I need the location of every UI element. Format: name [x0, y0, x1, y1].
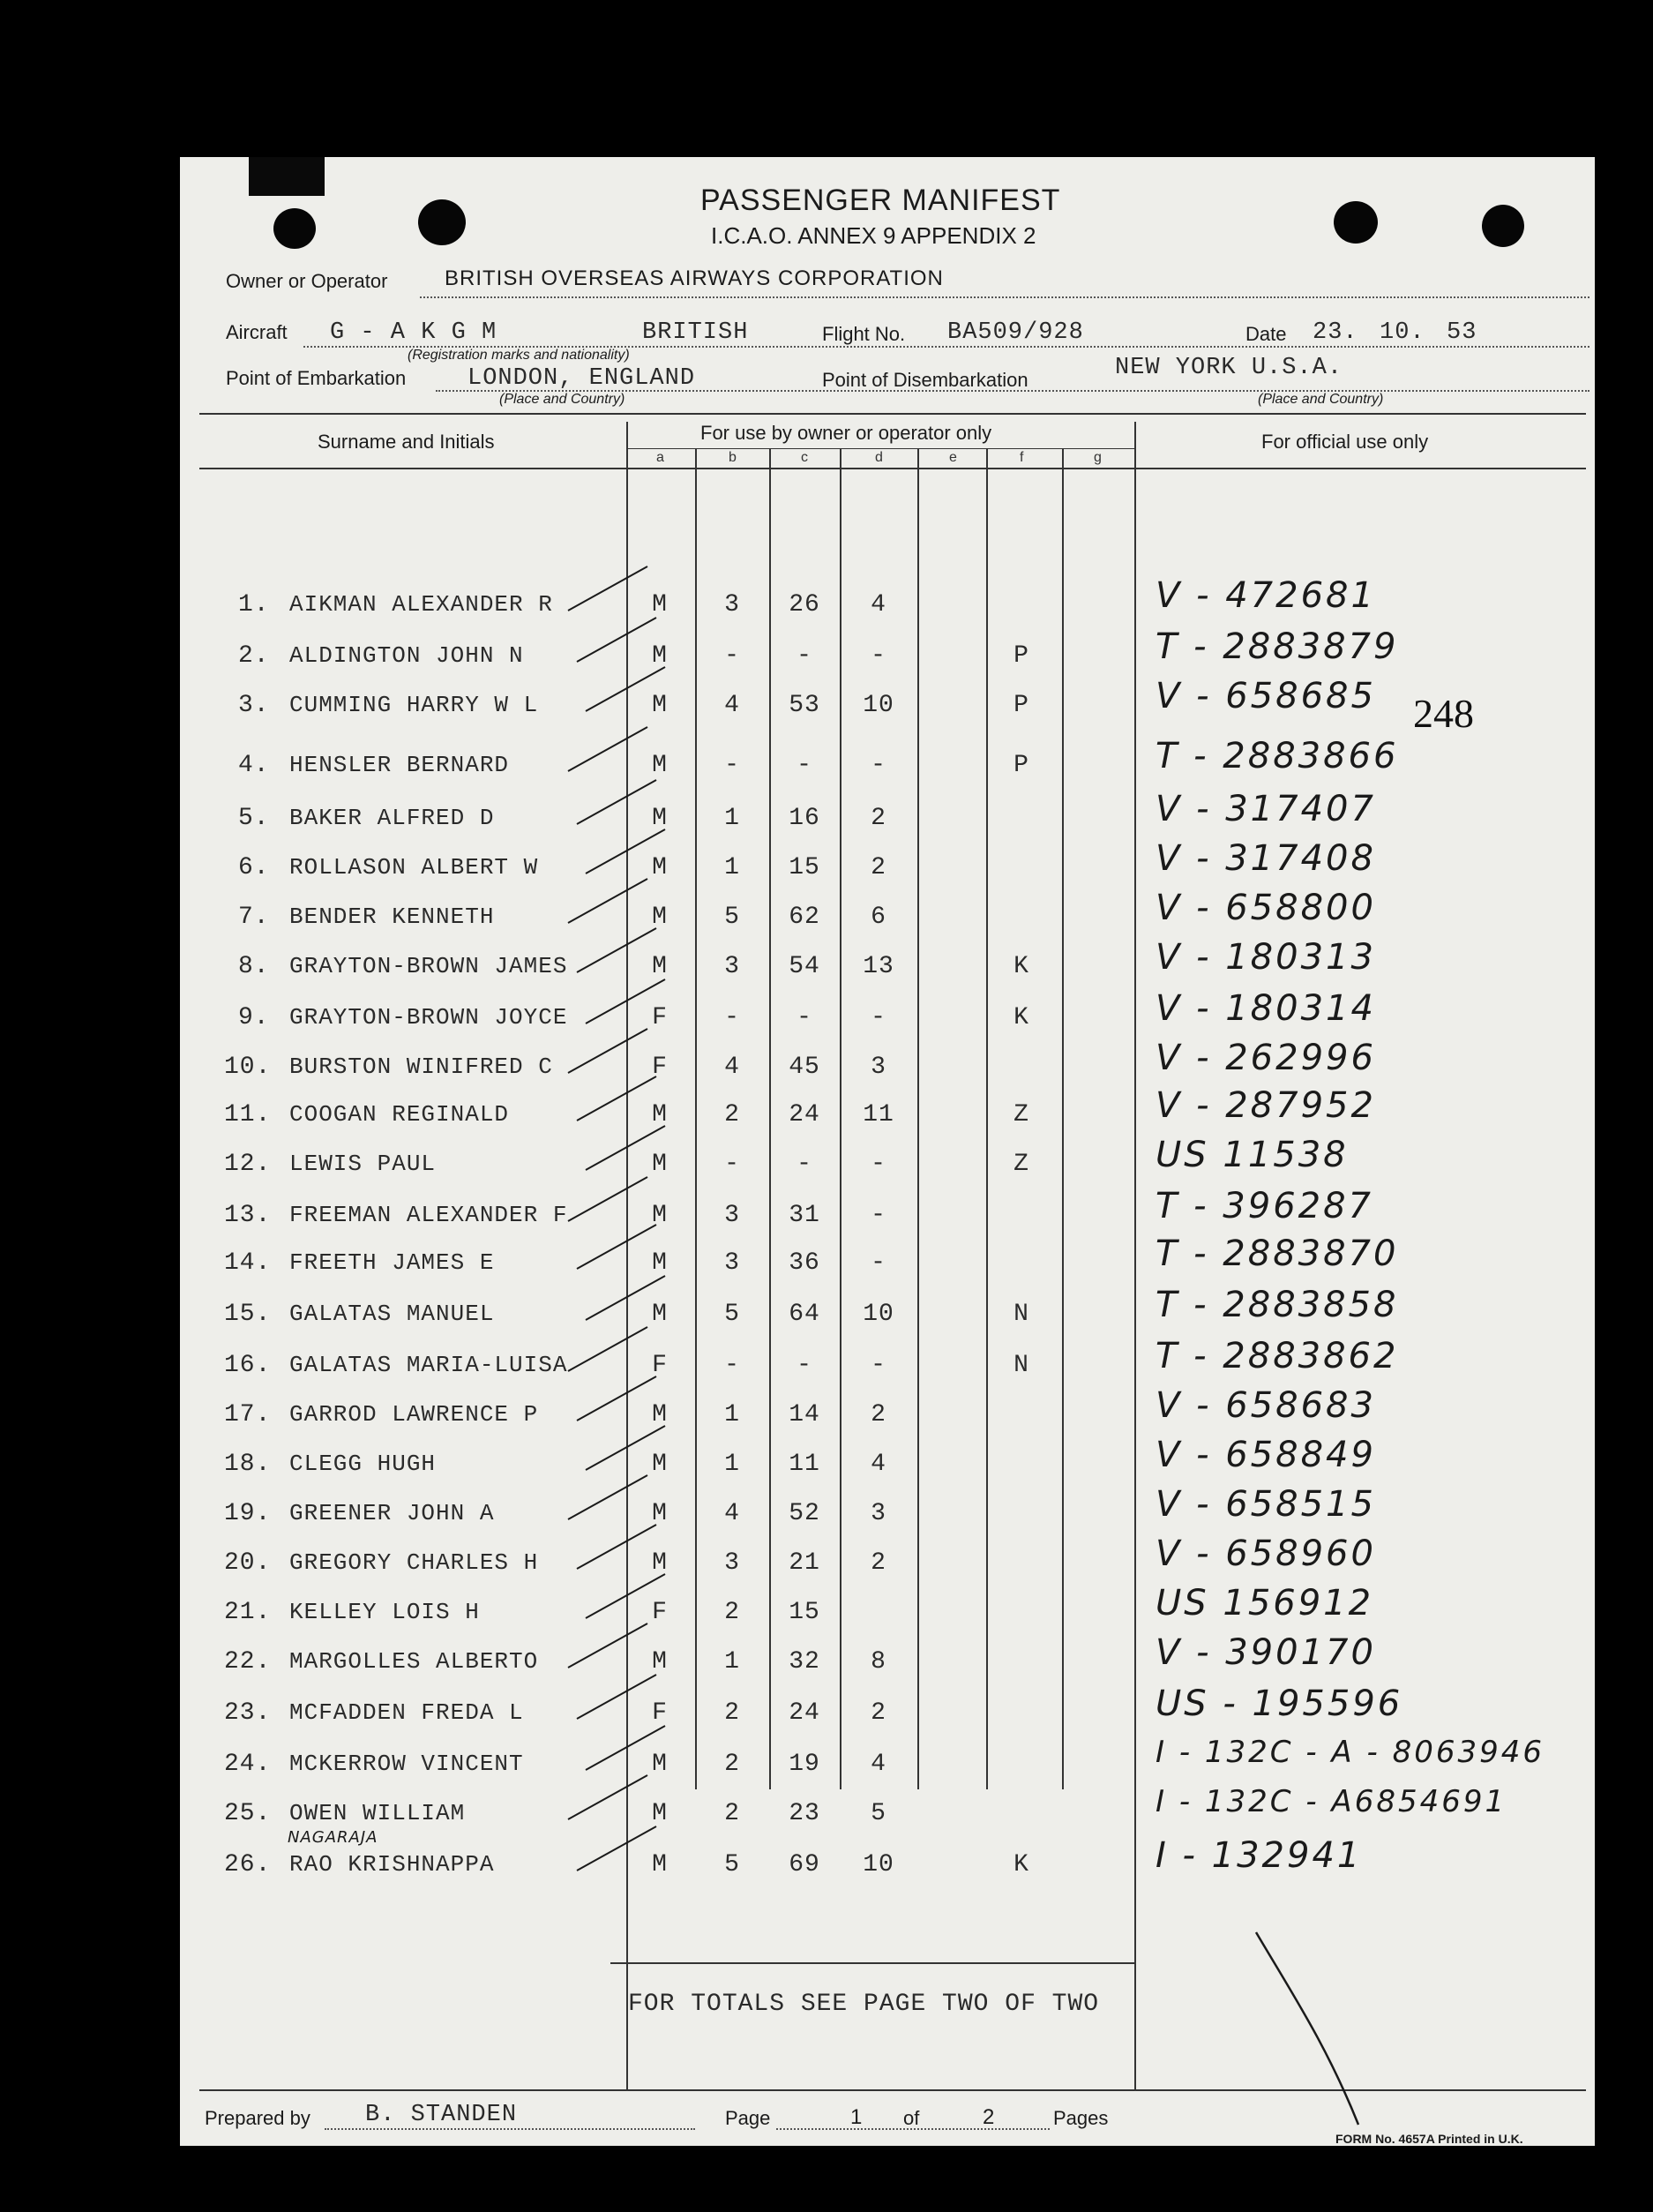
cell-b: 4	[724, 1500, 740, 1527]
cell-c: 21	[789, 1549, 820, 1577]
row-number: 14.	[224, 1249, 272, 1277]
passenger-name: FREETH JAMES E	[289, 1249, 495, 1276]
cell-f: P	[1013, 752, 1029, 779]
row-number: 9.	[238, 1004, 270, 1031]
owner-label: Owner or Operator	[226, 270, 388, 292]
cell-a: M	[652, 1851, 668, 1878]
cell-a: M	[652, 904, 668, 931]
cell-b: -	[724, 642, 740, 670]
row-number: 16.	[224, 1352, 272, 1379]
cell-a: M	[652, 1648, 668, 1676]
form-title: PASSENGER MANIFEST	[700, 184, 1061, 217]
cell-a: M	[652, 1249, 668, 1277]
row-number: 26.	[224, 1851, 272, 1878]
cell-c: 24	[789, 1101, 820, 1128]
official-number: V - 287952	[1156, 1085, 1376, 1126]
cell-b: 5	[724, 1301, 740, 1328]
cell-b: 2	[724, 1599, 740, 1626]
cell-d: -	[871, 1151, 886, 1178]
cell-d: -	[871, 642, 886, 670]
passenger-name: MCFADDEN FREDA L	[289, 1699, 524, 1726]
row-number: 8.	[238, 953, 270, 980]
disembarkation-value: NEW YORK U.S.A.	[1115, 355, 1343, 381]
cell-a: M	[652, 1101, 668, 1128]
prepared-value: B. STANDEN	[365, 2102, 518, 2128]
cell-b: 3	[724, 1549, 740, 1577]
cell-d: 8	[871, 1648, 886, 1676]
flight-label: Flight No.	[822, 323, 906, 345]
cell-d: 6	[871, 904, 886, 931]
row-number: 10.	[224, 1054, 272, 1081]
passenger-name: GALATAS MANUEL	[289, 1301, 495, 1327]
official-number: US 156912	[1156, 1583, 1374, 1623]
cell-a: M	[652, 1151, 668, 1178]
official-number: US - 195596	[1156, 1683, 1403, 1724]
passenger-name: GREENER JOHN A	[289, 1500, 495, 1526]
cell-c: 36	[789, 1249, 820, 1277]
cell-c: 11	[789, 1451, 820, 1478]
cell-c: 32	[789, 1648, 820, 1676]
passenger-name: GREGORY CHARLES H	[289, 1549, 539, 1576]
embarkation-label: Point of Embarkation	[226, 367, 407, 389]
cell-a: M	[652, 1549, 668, 1577]
cell-d: 2	[871, 805, 886, 832]
registration-note: (Registration marks and nationality)	[408, 348, 630, 363]
cell-b: -	[724, 1004, 740, 1031]
passenger-name: GRAYTON-BROWN JOYCE	[289, 1004, 568, 1031]
row-number: 19.	[224, 1500, 272, 1527]
row-number: 7.	[238, 904, 270, 931]
cell-d: -	[871, 1249, 886, 1277]
of-value: 2	[983, 2105, 995, 2129]
passenger-name: FREEMAN ALEXANDER F	[289, 1202, 568, 1228]
cell-b: 2	[724, 1699, 740, 1727]
row-number: 23.	[224, 1699, 272, 1727]
page-stamp: 248	[1413, 691, 1474, 736]
cell-c: 62	[789, 904, 820, 931]
passenger-name: GRAYTON-BROWN JAMES	[289, 953, 568, 979]
row-number: 5.	[238, 805, 270, 832]
name-annotation: NAGARAJA	[288, 1828, 378, 1847]
cell-b: 5	[724, 1851, 740, 1878]
cell-a: F	[652, 1004, 668, 1031]
row-number: 13.	[224, 1202, 272, 1229]
cell-c: 23	[789, 1800, 820, 1827]
passenger-name: MCKERROW VINCENT	[289, 1751, 524, 1777]
cell-c: -	[797, 1151, 812, 1178]
cell-a: M	[652, 1202, 668, 1229]
official-number: V - 658683	[1156, 1385, 1376, 1426]
official-number: US 11538	[1156, 1135, 1349, 1175]
aircraft-value: G - A K G M	[330, 319, 497, 346]
subcol-d: d	[875, 450, 883, 465]
row-number: 24.	[224, 1751, 272, 1778]
row-number: 25.	[224, 1800, 272, 1827]
cell-a: M	[652, 1301, 668, 1328]
cell-b: 3	[724, 1249, 740, 1277]
row-number: 3.	[238, 692, 270, 719]
cell-b: -	[724, 1151, 740, 1178]
passenger-name: LEWIS PAUL	[289, 1151, 437, 1177]
aircraft-label: Aircraft	[226, 321, 288, 343]
subcol-c: c	[801, 450, 808, 465]
nationality-value: BRITISH	[642, 319, 749, 346]
official-number: T - 2883870	[1156, 1233, 1399, 1274]
row-number: 11.	[224, 1101, 272, 1128]
subcol-f: f	[1020, 450, 1024, 465]
cell-b: 3	[724, 953, 740, 980]
date-label: Date	[1245, 323, 1287, 345]
date-day: 23.	[1313, 319, 1358, 346]
pages-label: Pages	[1053, 2107, 1109, 2129]
passenger-name: ROLLASON ALBERT W	[289, 854, 539, 881]
row-number: 22.	[224, 1648, 272, 1676]
cell-a: F	[652, 1699, 668, 1727]
cell-c: 26	[789, 591, 820, 619]
subcol-g: g	[1094, 450, 1102, 465]
cell-a: F	[652, 1352, 668, 1379]
cell-d: 4	[871, 1451, 886, 1478]
cell-b: 1	[724, 805, 740, 832]
page-label: Page	[725, 2107, 771, 2129]
pen-stroke-pointer	[180, 157, 1595, 2146]
passenger-name: RAO KRISHNAPPA	[289, 1851, 495, 1878]
row-number: 17.	[224, 1401, 272, 1428]
disembarkation-label: Point of Disembarkation	[822, 369, 1028, 391]
cell-d: 2	[871, 1401, 886, 1428]
form-note: FORM No. 4657A Printed in U.K.	[1335, 2132, 1523, 2146]
official-number: V - 180313	[1156, 937, 1376, 978]
col-official: For official use only	[1261, 431, 1429, 453]
cell-d: 13	[863, 953, 894, 980]
flight-value: BA509/928	[947, 319, 1084, 346]
cell-a: M	[652, 1500, 668, 1527]
cell-d: 4	[871, 1751, 886, 1778]
cell-b: 1	[724, 1401, 740, 1428]
official-number: V - 658515	[1156, 1484, 1376, 1525]
cell-f: K	[1013, 953, 1029, 980]
cell-b: 1	[724, 1648, 740, 1676]
cell-d: -	[871, 1202, 886, 1229]
owner-value: BRITISH OVERSEAS AIRWAYS CORPORATION	[445, 266, 944, 290]
place-note-right: (Place and Country)	[1258, 392, 1384, 407]
of-label: of	[903, 2107, 920, 2129]
cell-d: 11	[863, 1101, 894, 1128]
cell-c: -	[797, 642, 812, 670]
official-number: V - 262996	[1156, 1038, 1376, 1078]
row-number: 6.	[238, 854, 270, 881]
cell-b: -	[724, 752, 740, 779]
cell-d: -	[871, 1004, 886, 1031]
row-number: 12.	[224, 1151, 272, 1178]
row-number: 21.	[224, 1599, 272, 1626]
embarkation-value: LONDON, ENGLAND	[467, 365, 696, 392]
subcol-a: a	[656, 450, 664, 465]
official-number: T - 2883858	[1156, 1285, 1399, 1325]
row-number: 15.	[224, 1301, 272, 1328]
cell-c: 69	[789, 1851, 820, 1878]
cell-d: 10	[863, 1301, 894, 1328]
cell-a: M	[652, 642, 668, 670]
manifest-sheet	[180, 157, 1595, 2146]
cell-d: 2	[871, 1549, 886, 1577]
cell-d: 2	[871, 1699, 886, 1727]
col-owner-use: For use by owner or operator only	[700, 422, 992, 444]
cell-d: 5	[871, 1800, 886, 1827]
cell-c: 64	[789, 1301, 820, 1328]
date-year: 53	[1447, 319, 1477, 346]
passenger-name: AIKMAN ALEXANDER R	[289, 591, 553, 618]
official-number: T - 2883862	[1156, 1336, 1399, 1376]
passenger-name: BURSTON WINIFRED C	[289, 1054, 553, 1080]
prepared-label: Prepared by	[205, 2107, 310, 2129]
cell-a: F	[652, 1054, 668, 1081]
cell-f: K	[1013, 1004, 1029, 1031]
form-subtitle: I.C.A.O. ANNEX 9 APPENDIX 2	[711, 222, 1036, 249]
cell-c: 15	[789, 854, 820, 881]
passenger-name: COOGAN REGINALD	[289, 1101, 510, 1128]
totals-note: FOR TOTALS SEE PAGE TWO OF TWO	[628, 1991, 1100, 2018]
cell-d: -	[871, 1352, 886, 1379]
cell-a: M	[652, 953, 668, 980]
official-number: V - 180314	[1156, 988, 1376, 1029]
cell-c: 24	[789, 1699, 820, 1727]
cell-c: 16	[789, 805, 820, 832]
cell-a: M	[652, 591, 668, 619]
cell-b: 5	[724, 904, 740, 931]
passenger-name: KELLEY LOIS H	[289, 1599, 480, 1625]
cell-a: M	[652, 1800, 668, 1827]
cell-c: 54	[789, 953, 820, 980]
cell-a: M	[652, 692, 668, 719]
cell-b: 3	[724, 1202, 740, 1229]
cell-b: 2	[724, 1800, 740, 1827]
place-note-left: (Place and Country)	[499, 392, 625, 407]
cell-a: F	[652, 1599, 668, 1626]
passenger-name: MARGOLLES ALBERTO	[289, 1648, 539, 1675]
cell-a: M	[652, 1751, 668, 1778]
cell-c: -	[797, 1352, 812, 1379]
passenger-name: BENDER KENNETH	[289, 904, 495, 930]
cell-f: P	[1013, 692, 1029, 719]
official-number: I - 132C - A - 8063946	[1156, 1735, 1545, 1770]
official-number: V - 658800	[1156, 888, 1376, 928]
cell-a: M	[652, 805, 668, 832]
subcol-b: b	[729, 450, 737, 465]
cell-a: M	[652, 854, 668, 881]
date-month: 10.	[1380, 319, 1425, 346]
cell-d: 3	[871, 1054, 886, 1081]
passenger-name: GALATAS MARIA-LUISA	[289, 1352, 568, 1378]
cell-b: 1	[724, 1451, 740, 1478]
official-number: V - 658685	[1156, 676, 1376, 716]
cell-f: N	[1013, 1301, 1029, 1328]
official-number: V - 658849	[1156, 1435, 1376, 1475]
passenger-name: BAKER ALFRED D	[289, 805, 495, 831]
official-number: T - 396287	[1156, 1186, 1373, 1226]
cell-d: 3	[871, 1500, 886, 1527]
passenger-name: CLEGG HUGH	[289, 1451, 437, 1477]
passenger-name: OWEN WILLIAM	[289, 1800, 466, 1826]
cell-c: 14	[789, 1401, 820, 1428]
passenger-name: HENSLER BERNARD	[289, 752, 510, 778]
subcol-e: e	[949, 450, 957, 465]
passenger-name: ALDINGTON JOHN N	[289, 642, 524, 669]
passenger-name: GARROD LAWRENCE P	[289, 1401, 539, 1428]
cell-b: 1	[724, 854, 740, 881]
cell-f: P	[1013, 642, 1029, 670]
official-number: I - 132C - A6854691	[1156, 1784, 1507, 1819]
cell-d: 10	[863, 692, 894, 719]
cell-d: 10	[863, 1851, 894, 1878]
cell-b: 4	[724, 1054, 740, 1081]
cell-b: 2	[724, 1101, 740, 1128]
row-number: 2.	[238, 642, 270, 670]
official-number: V - 472681	[1156, 575, 1376, 616]
page-value: 1	[850, 2105, 863, 2129]
cell-f: Z	[1013, 1151, 1029, 1178]
cell-a: M	[652, 1401, 668, 1428]
official-number: V - 317408	[1156, 838, 1376, 879]
cell-c: -	[797, 752, 812, 779]
cell-c: 53	[789, 692, 820, 719]
cell-d: 4	[871, 591, 886, 619]
cell-d: -	[871, 752, 886, 779]
cell-b: 3	[724, 591, 740, 619]
cell-c: 45	[789, 1054, 820, 1081]
col-surname: Surname and Initials	[318, 431, 495, 453]
official-number: V - 390170	[1156, 1632, 1376, 1673]
official-number: T - 2883866	[1156, 736, 1399, 776]
official-number: V - 658960	[1156, 1533, 1376, 1574]
cell-f: K	[1013, 1851, 1029, 1878]
cell-b: 2	[724, 1751, 740, 1778]
cell-a: M	[652, 1451, 668, 1478]
row-number: 4.	[238, 752, 270, 779]
row-number: 18.	[224, 1451, 272, 1478]
cell-b: -	[724, 1352, 740, 1379]
cell-d: 2	[871, 854, 886, 881]
passenger-name: CUMMING HARRY W L	[289, 692, 539, 718]
cell-b: 4	[724, 692, 740, 719]
official-number: V - 317407	[1156, 789, 1376, 829]
cell-f: Z	[1013, 1101, 1029, 1128]
cell-a: M	[652, 752, 668, 779]
row-number: 20.	[224, 1549, 272, 1577]
cell-c: 52	[789, 1500, 820, 1527]
cell-c: 31	[789, 1202, 820, 1229]
official-number: I - 132941	[1156, 1835, 1363, 1876]
cell-c: 15	[789, 1599, 820, 1626]
official-number: T - 2883879	[1156, 626, 1399, 667]
cell-c: -	[797, 1004, 812, 1031]
cell-c: 19	[789, 1751, 820, 1778]
row-number: 1.	[238, 591, 270, 619]
cell-f: N	[1013, 1352, 1029, 1379]
